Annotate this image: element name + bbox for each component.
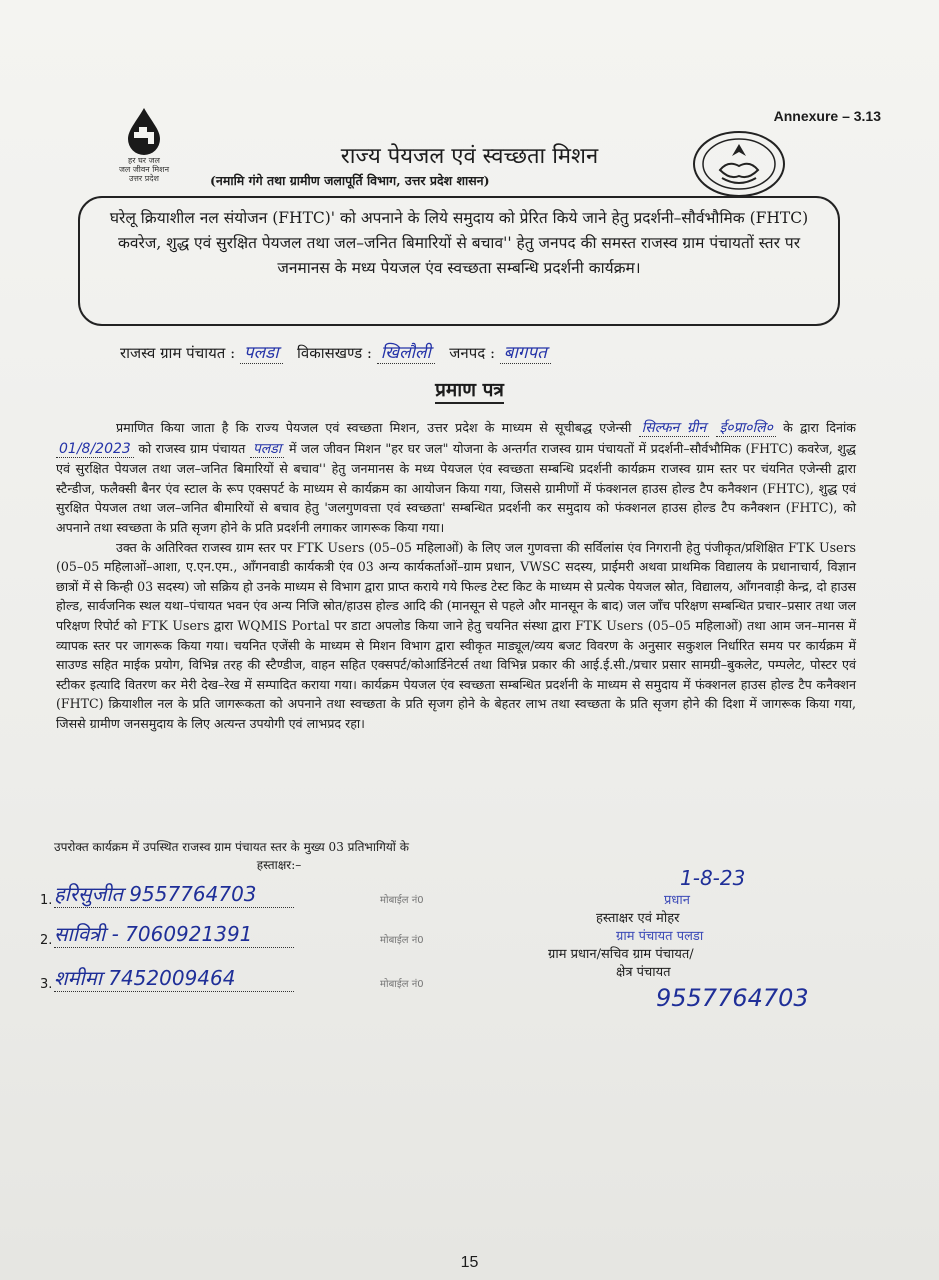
logo-text-2: जल जीवन मिशन <box>118 165 170 174</box>
participant-row: 3. शमीमा 7452009464 मोबाईल नं0 <box>40 966 424 992</box>
participant-signature: शमीमा 7452009464 <box>54 964 294 992</box>
panchayat-label: राजस्व ग्राम पंचायत : <box>120 344 236 362</box>
certificate-title: प्रमाण पत्र <box>0 376 939 402</box>
page-number: 15 <box>460 1254 479 1271</box>
body-paragraph-2: उक्त के अतिरिक्त राजस्व ग्राम स्तर पर FTK Users (05–05 महिलाओं) के लिए जल गुणवत्ता की सर्विलांस एंव निगरानी हेतु पंजीकृत/प्रशिक्षित FTK Users (05–05 महिलाओं–आशा, ए.एन.एम., आँगनवाडी कार्यकत्री एंव 03 अन्य कार्यकर्ताओं–ग्राम प्रधान, VWSC सदस्य, प्राईमरी अथवा प्राथमिक विद्यालय के प्रधानाचार्य, विज्ञान छात्रों में से किन्ही 03 सदस्य) जो सक्रिय हो उनके माध्यम से विभाग द्वारा प्राप्त कराये गये फिल्ड टेस्ट किट के माध्यम से प्रत्येक पेयजल स्रोत, विद्यालय, आँगनवाड़ी केन्द्र, दो हाउस होल्ड, सार्वजनिक स्थल यथा–पंचायत भवन एंव अन्य निजि स्रोत/हाउस होल्ड आदि की (मानसून से पहले और मानसून के बाद) जल जाँच परिक्षण सम्बन्धित प्रचार–प्रसार तथा जल परिक्षण रिपोर्ट को FTK Users द्वारा WQMIS Portal पर डाटा अपलोड किया जाने हेतु चयनित संस्था द्वारा FTK Users (05–05 महिलाओं) तथा आम जन–मानस में व्यापक स्तर पर जागरूक किया गया। चयनित एजेंसी के माध्यम से मिशन विभाग द्वारा स्वीकृत माड्यूल/व्यय बजट विवरण के अनुसार सकुशल निर्धारित समय पर कार्यक्रम में साउण्ड सहित माईक प्रयोग, विभिन्न तरह की स्टैण्डीज, वाहन सहित एक्सपर्ट/कोआर्डिनेटर्स तथा विभिन्न प्रकार की आई.ई.सी./प्रचार प्रसार सामग्री–बुकलेट, पम्पलेट, पोस्टर एवं स्टीकर इत्यादि वितरण कर मेरी देख–रेख में सम्पादित कराया गया। कार्यक्रम पेयजल एंव स्वच्छता सम्बन्धित प्रदर्शनी के माध्यम से समुदाय में फंक्शनल हाउस होल्ड टैप कनैक्शन (FHTC) क्रियाशील नल के प्रति जागरूकता को अपनाने तथा स्वच्छता के प्रति सृजग होने के बेहतर लाभ तथा स्वच्छता के प्रति सृजग होने की दिशा में जागरूक किया गया, जिससे ग्रामीण जनसमुदाय के लिए अत्यन्त उपयोगी एवं लाभप्रद रहा। <box>56 539 856 731</box>
block-label: विकासखण्ड : <box>296 344 372 362</box>
mission-title: राज्य पेयजल एवं स्वच्छता मिशन <box>340 144 599 169</box>
stamp-title: प्रधान <box>664 893 690 908</box>
pradhan-area-line: क्षेत्र पंचायत <box>616 965 671 980</box>
participants-heading: उपरोक्त कार्यक्रम में उपस्थित राजस्व ग्राम पंचायत स्तर के मुख्य 03 प्रतिभागियों के हस्ताक्षर:– <box>54 838 504 874</box>
stamp-village: ग्राम पंचायत पलडा <box>616 929 704 944</box>
certificate-body <box>56 418 856 734</box>
panchayat-details-row <box>120 340 820 364</box>
district-value: बागपत <box>500 340 551 364</box>
pradhan-role-line: ग्राम प्रधान/सचिव ग्राम पंचायत/ <box>548 947 694 962</box>
sign-seal-label: हस्ताक्षर एवं मोहर <box>596 911 680 926</box>
agency-name-handwritten: सिल्फन ग्रीन <box>639 420 710 437</box>
logo-text-3: उत्तर प्रदेश <box>129 174 159 183</box>
signature-label: हस्ताक्षर:– <box>256 858 302 872</box>
pradhan-sign-date: 1-8-23 <box>680 866 746 890</box>
pradhan-signature-block <box>540 866 870 1012</box>
department-subtitle: (नमामि गंगे तथा ग्रामीण जलापूर्ति विभाग, उत्तर प्रदेश शासन) <box>210 173 490 188</box>
mobile-label: मोबाईल नं0 <box>380 895 424 906</box>
mobile-label: मोबाईल नं0 <box>380 935 424 946</box>
logo-text-1: हर घर जल <box>128 156 160 165</box>
participant-row: 1. हरिसुजीत 9557764703 मोबाईल नं0 <box>40 882 424 908</box>
district-label: जनपद : <box>449 344 496 362</box>
village-handwritten: पलडा <box>250 441 285 458</box>
annexure-label: Annexure – 3.13 <box>773 108 881 124</box>
date-handwritten: 01/8/2023 <box>56 441 134 458</box>
participant-row: 2. सावित्री - 7060921391 मोबाईल नं0 <box>40 922 424 948</box>
body-paragraph-1: प्रमाणित किया जाता है कि राज्य पेयजल एवं स्वच्छता मिशन, उत्तर प्रदेश के माध्यम से सूचीबद्ध एजेन्सी सिल्फन ग्रीन ई०प्रा०लि० के द्वारा दिनांक 01/8/2023 को राजस्व ग्राम पंचायत पलडा में जल जीवन मिशन "हर घर जल" योजना के अन्तर्गत राजस्व ग्राम पंचायतों में प्रदर्शनी–सौर्वभौमिक (FHTC) कवरेज, शुद्ध एवं सुरक्षित पेयजल तथा जल–जनित बिमारियों से बचाव'' हेतु जनमानस के मध्य पेयजल एंव स्वच्छता सम्बन्धि प्रदर्शनी कार्यक्रम राजस्व ग्राम स्तर पर चंयनित एजेन्सी द्वारा स्टैन्डीज, फलैक्सी बैनर एंव स्टाल के रूप एक्सपर्ट के माध्यम से कार्यक्रम का आयोजन किया गया, जिससे ग्रामीणों में फंक्शनल हाउस होल्ड टैप कनैक्शन (FHTC), शुद्ध एवं सुरक्षित पेयजल तथा जल–जनित बीमारियों से बचाव हेतु 'जलगुणवत्ता एवं स्वच्छता' सम्बन्धित प्रदर्शनी कर समुदाय को फंक्शनल हाउस होल्ड टैप कनैक्शन (FHTC), को अपनाने तथा स्वच्छता के प्रति सृजग होने के प्रति प्रदर्शनी लगाकर जागरूक किया गया। <box>56 420 856 535</box>
panchayat-value: पलडा <box>240 340 283 364</box>
pradhan-phone-handwritten: 9557764703 <box>656 984 809 1012</box>
participant-signature: सावित्री - 7060921391 <box>54 920 294 948</box>
agency-suffix-handwritten: ई०प्रा०लि० <box>716 420 775 437</box>
mobile-label: मोबाईल नं0 <box>380 979 424 990</box>
block-value: खिलौली <box>377 340 435 364</box>
programme-banner: घरेलू क्रियाशील नल संयोजन (FHTC)' को अपनाने के लिये समुदाय को प्रेरित किये जाने हेतु प्रदर्शनी–सौर्वभौमिक (FHTC) कवरेज, शुद्ध एवं सुरक्षित पेयजल तथा जल–जनित बिमारियों से बचाव'' हेतु जनपद की समस्त राजस्व ग्राम पंचायतों स्तर पर जनमानस के मध्य पेयजल एंव स्वच्छता सम्बन्धि प्रदर्शनी कार्यक्रम। <box>78 196 840 326</box>
participant-signature: हरिसुजीत 9557764703 <box>54 880 294 908</box>
